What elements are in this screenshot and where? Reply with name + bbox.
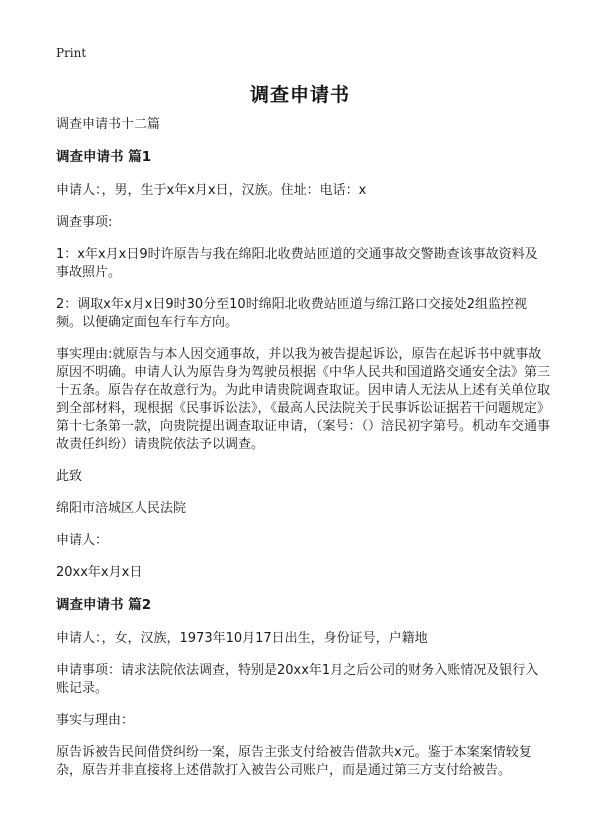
section-1-reason: 事实理由:就原告与本人因交通事故，并以我为被告提起诉讼，原告在起诉书中就事故原因不明确。申请人认为原告身为驾驶员根据《中华人民共和国道路交通安全法》第三十五条。原告存在故意行为。为此申请贵院调查取证。因申请人无法从上述有关单位取到全部材料，现根据《民事诉讼法》，《最高人民法院关于民事诉讼证据若干问题规定》第十七条第一款，向贵院提出调查取证申请，（案号：（）涪民初字第号。机动车交通事故责任纠纷）请贵院依法予以调查。 [56,347,551,452]
section-1-matters-label: 调查事项: [56,215,113,230]
document-title: 调查申请书 [249,84,350,106]
section-1-salutation: 此致 [56,469,83,484]
section-1-heading: 调查申请书 篇1 [56,149,152,165]
document-body [56,116,550,794]
section-2-heading: 调查申请书 篇2 [56,597,152,613]
section-2-facts: 原告诉被告民间借贷纠纷一案，原告主张支付给被告借款共x元。鉴于本案案情较复杂，原告并非直接将上述借款打入被告公司账户，而是通过第三方支付给被告。 [56,745,532,778]
section-1-court: 绵阳市涪城区人民法院 [56,501,187,516]
section-1-date: 20xx年x月x日 [56,565,143,580]
section-2-matters: 申请事项：请求法院依法调查，特别是20xx年1月之后公司的财务入账情况及银行入账记录。 [56,663,539,696]
section-1-item-2: 2：调取x年x月x日9时30分至10时绵阳北收费站匝道与绵江路口交接处2组监控视频。以便确定面包车行车方向。 [56,297,527,330]
print-label: Print [56,46,87,60]
section-1-item-1: 1：x年x月x日9时许原告与我在绵阳北收费站匝道的交通事故交警勘查该事故资料及事故照片。 [56,247,538,280]
section-2-applicant: 申请人：，女，汉族，1973年10月17日出生，身份证号，户籍地 [56,631,428,646]
section-1-signature: 申请人： [56,533,109,548]
section-2-facts-label: 事实与理由： [56,713,135,728]
document-subtitle: 调查申请书十二篇 [56,117,161,132]
section-1-applicant: 申请人：，男，生于x年x月x日，汉族。住址：电话：x [56,183,367,198]
